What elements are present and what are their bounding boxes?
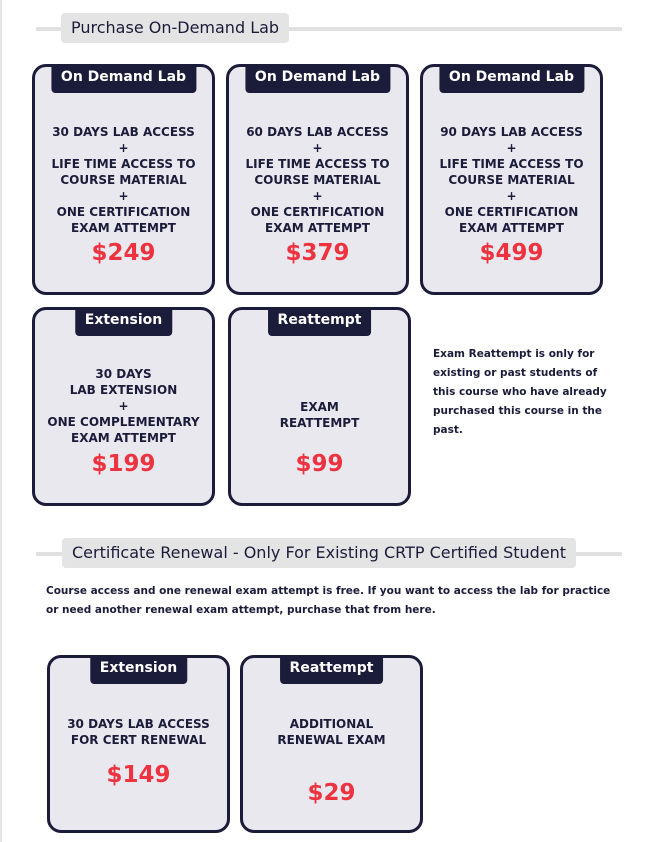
card-description: ADDITIONAL RENEWAL EXAM	[277, 717, 386, 747]
purchase-section-title: Purchase On-Demand Lab	[61, 13, 289, 43]
card-tag: On Demand Lab	[51, 64, 196, 93]
card-tag: Reattempt	[268, 307, 372, 336]
reattempt-note: Exam Reattempt is only for existing or past students of this course who have already purchased this course in the past.	[433, 348, 607, 436]
card-tag: Extension	[90, 655, 187, 684]
card-price: $29	[307, 780, 356, 806]
card-description: 30 DAYS LAB ACCESS FOR CERT RENEWAL	[67, 717, 210, 747]
card-price: $199	[91, 451, 156, 477]
purchase-section-header	[36, 13, 622, 45]
card-tag: On Demand Lab	[245, 64, 390, 93]
card-60-days-lab[interactable]	[226, 64, 409, 295]
card-exam-reattempt[interactable]	[228, 307, 411, 506]
card-price: $499	[479, 240, 544, 266]
card-90-days-lab[interactable]	[420, 64, 603, 295]
card-tag: Reattempt	[280, 655, 384, 684]
card-description: 90 DAYS LAB ACCESS + LIFE TIME ACCESS TO COURSE MATERIAL + ONE CERTIFICATION EXAM ATTEMPT	[439, 125, 584, 235]
card-30-days-lab[interactable]	[32, 64, 215, 295]
renewal-section-title: Certificate Renewal - Only For Existing CRTP Certified Student	[62, 538, 576, 568]
card-price: $99	[295, 451, 344, 477]
card-tag: Extension	[75, 307, 172, 336]
card-description: EXAM REATTEMPT	[279, 400, 360, 430]
card-tag: On Demand Lab	[439, 64, 584, 93]
card-renewal-reattempt[interactable]	[240, 655, 423, 833]
card-description: 30 DAYS LAB EXTENSION + ONE COMPLEMENTARY EXAM ATTEMPT	[47, 367, 200, 445]
card-lab-extension[interactable]	[32, 307, 215, 506]
card-description: 60 DAYS LAB ACCESS + LIFE TIME ACCESS TO COURSE MATERIAL + ONE CERTIFICATION EXAM ATTEMPT	[245, 125, 390, 235]
card-price: $379	[285, 240, 350, 266]
card-price: $249	[91, 240, 156, 266]
card-renewal-lab-access[interactable]	[47, 655, 230, 833]
card-price: $149	[106, 762, 171, 788]
renewal-intro-text: Course access and one renewal exam attempt is free. If you want to access the lab for practice or need another renewal exam attempt, purchase that from here.	[46, 585, 611, 616]
renewal-section-header	[36, 538, 622, 570]
card-description: 30 DAYS LAB ACCESS + LIFE TIME ACCESS TO COURSE MATERIAL + ONE CERTIFICATION EXAM ATTEMPT	[51, 125, 196, 235]
left-border	[0, 0, 2, 842]
